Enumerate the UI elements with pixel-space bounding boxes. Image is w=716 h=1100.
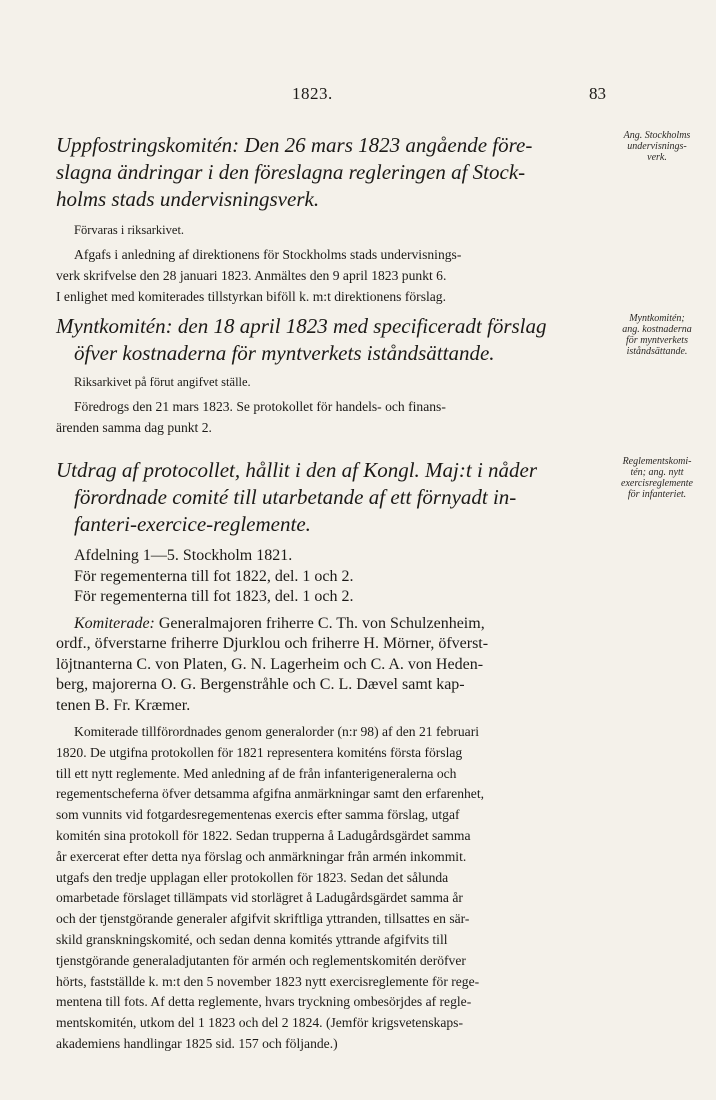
title-line: öfver kostnaderna för myntverkets iståndsättande. xyxy=(74,341,495,365)
page-number: 83 xyxy=(589,84,606,103)
committee-members xyxy=(56,614,586,717)
body-line: mentena till fots. Af detta reglemente, hvars tryckning ombesörjdes af regle- xyxy=(56,994,472,1010)
margin-note-line: verk. xyxy=(647,152,667,163)
body-line: Föredrogs den 21 mars 1823. Se protokollet för handels- och finans- xyxy=(74,399,446,414)
title-line: förordnade comité till utarbetande af ett förnyadt in- xyxy=(74,485,517,509)
entry-uppfostringskomiten xyxy=(56,132,586,307)
body-line: komitén sina protokoll för 1822. Sedan trupperna å Ladugårdsgärdet samma xyxy=(56,827,471,843)
committee-text: Generalmajoren friherre C. Th. von Schulzenheim, xyxy=(154,614,485,632)
committee-line: ordf., öfverstarne friherre Djurklou och friherre H. Mörner, öfverst- xyxy=(56,635,489,652)
margin-note-line: ang. kostnaderna xyxy=(622,324,692,335)
quote-line: För regementerna till fot 1822, del. 1 och 2. xyxy=(74,567,354,585)
margin-note-line: Reglementskomi- xyxy=(622,456,692,467)
body-line: I enlighet med komiterades tillstyrkan biföll k. m:t direktionens förslag. xyxy=(56,289,446,304)
margin-note-line: Ang. Stockholms xyxy=(623,130,691,141)
running-header xyxy=(0,84,716,108)
body-line: skild granskningskomité, och sedan denna komités yttrande afgifvits till xyxy=(56,931,448,947)
margin-note-line: iståndsättande. xyxy=(626,346,688,357)
entry-title xyxy=(56,457,586,538)
body-line: omarbetade förslaget tillämpats vid storlägret å Ladugårdsgärdet samma år xyxy=(56,890,463,906)
archive-note: Förvaras i riksarkivet. xyxy=(74,223,185,237)
body-line: ärenden samma dag punkt 2. xyxy=(56,420,212,435)
title-line: holms stads undervisningsverk. xyxy=(56,187,320,211)
margin-note-line: undervisnings- xyxy=(627,141,687,152)
body-line: 1820. De utgifna protokollen för 1821 representera komiténs första förslag xyxy=(56,744,463,760)
entry-reglementskomiten xyxy=(56,457,586,1055)
title-line: slagna ändringar i den föreslagna regleringen af Stock- xyxy=(56,160,526,184)
quote-line: För regementerna till fot 1823, del. 1 och 2. xyxy=(74,588,354,605)
committee-line: tenen B. Fr. Kræmer. xyxy=(56,696,191,714)
margin-note-line: Myntkomitén; xyxy=(629,313,685,324)
margin-note xyxy=(604,456,710,500)
body-line: utgafs den tredje upplagan eller protokollen för 1823. Sedan det sålunda xyxy=(56,869,449,885)
entry-myntkomiten xyxy=(56,313,586,438)
margin-note-line: för myntverkets xyxy=(626,335,688,346)
quote-line: Afdelning 1—5. Stockholm 1821. xyxy=(74,547,293,564)
body-line: Komiterade tillförordnades genom generalorder (n:r 98) af den 21 februari xyxy=(74,724,480,739)
body-line: som vunnits vid fotgardesregementenas exercis efter samma förslag, utgaf xyxy=(56,807,460,823)
body-line: Afgafs i anledning af direktionens för Stockholms stads undervisnings- xyxy=(74,247,462,262)
body-line: mentskomitén, utkom del 1 1823 och del 2 1824. (Jemför krigsvetenskaps- xyxy=(56,1015,463,1031)
committee-line: berg, majorerna O. G. Bergenstråhle och C. L. Dævel samt kap- xyxy=(56,676,465,693)
title-line: Myntkomitén: den 18 april 1823 med specificeradt förslag xyxy=(56,314,547,338)
body-line: regementscheferna öfver detsamma afgifna anmärkningar samt den erfarenhet, xyxy=(56,786,484,802)
body-line: hörts, fastställde k. m:t den 5 november 1823 nytt exercisreglemente för rege- xyxy=(56,973,480,989)
entry-body xyxy=(56,722,586,1055)
committee-line-first xyxy=(56,614,586,635)
margin-note xyxy=(604,130,710,163)
body-line: verk skrifvelse den 28 januari 1823. Anmältes den 9 april 1823 punkt 6. xyxy=(56,268,447,283)
body-line: och der tjenstgörande generaler afgifvit skriftliga yttranden, tillsattes en sär- xyxy=(56,911,470,927)
margin-note-line: exercisreglemente xyxy=(621,478,693,489)
quoted-heading xyxy=(56,546,586,608)
margin-note-line: tén; ang. nytt xyxy=(630,467,684,478)
archive-note: Riksarkivet på förut angifvet ställe. xyxy=(74,375,251,389)
body-line: år exercerat efter detta nya förslag och anmärkningar från armén inkommit. xyxy=(56,848,467,864)
committee-line: löjtnanterna C. von Platen, G. N. Lagerheim och C. A. von Heden- xyxy=(56,655,484,673)
header-year: 1823. xyxy=(292,84,333,103)
committee-label: Komiterade: xyxy=(74,614,155,632)
title-line: Utdrag af protocollet, hållit i den af Kongl. Maj:t i nåder xyxy=(56,458,538,482)
margin-note-line: för infanteriet. xyxy=(627,489,687,500)
margin-note xyxy=(604,313,710,357)
body-line: akademiens handlingar 1825 sid. 157 och följande.) xyxy=(56,1035,338,1051)
entry-title xyxy=(56,132,586,213)
entry-body xyxy=(56,244,586,307)
body-line: tjenstgörande generaladjutanten för armén och reglementskomitén deröfver xyxy=(56,952,466,968)
entry-title xyxy=(56,313,586,367)
title-line: fanteri-exercice-reglemente. xyxy=(74,512,311,536)
entry-body xyxy=(56,396,586,438)
title-line: Uppfostringskomitén: Den 26 mars 1823 angående före- xyxy=(56,133,533,157)
body-line: till ett nytt reglemente. Med anledning af de från infanterigeneralerna och xyxy=(56,765,457,781)
